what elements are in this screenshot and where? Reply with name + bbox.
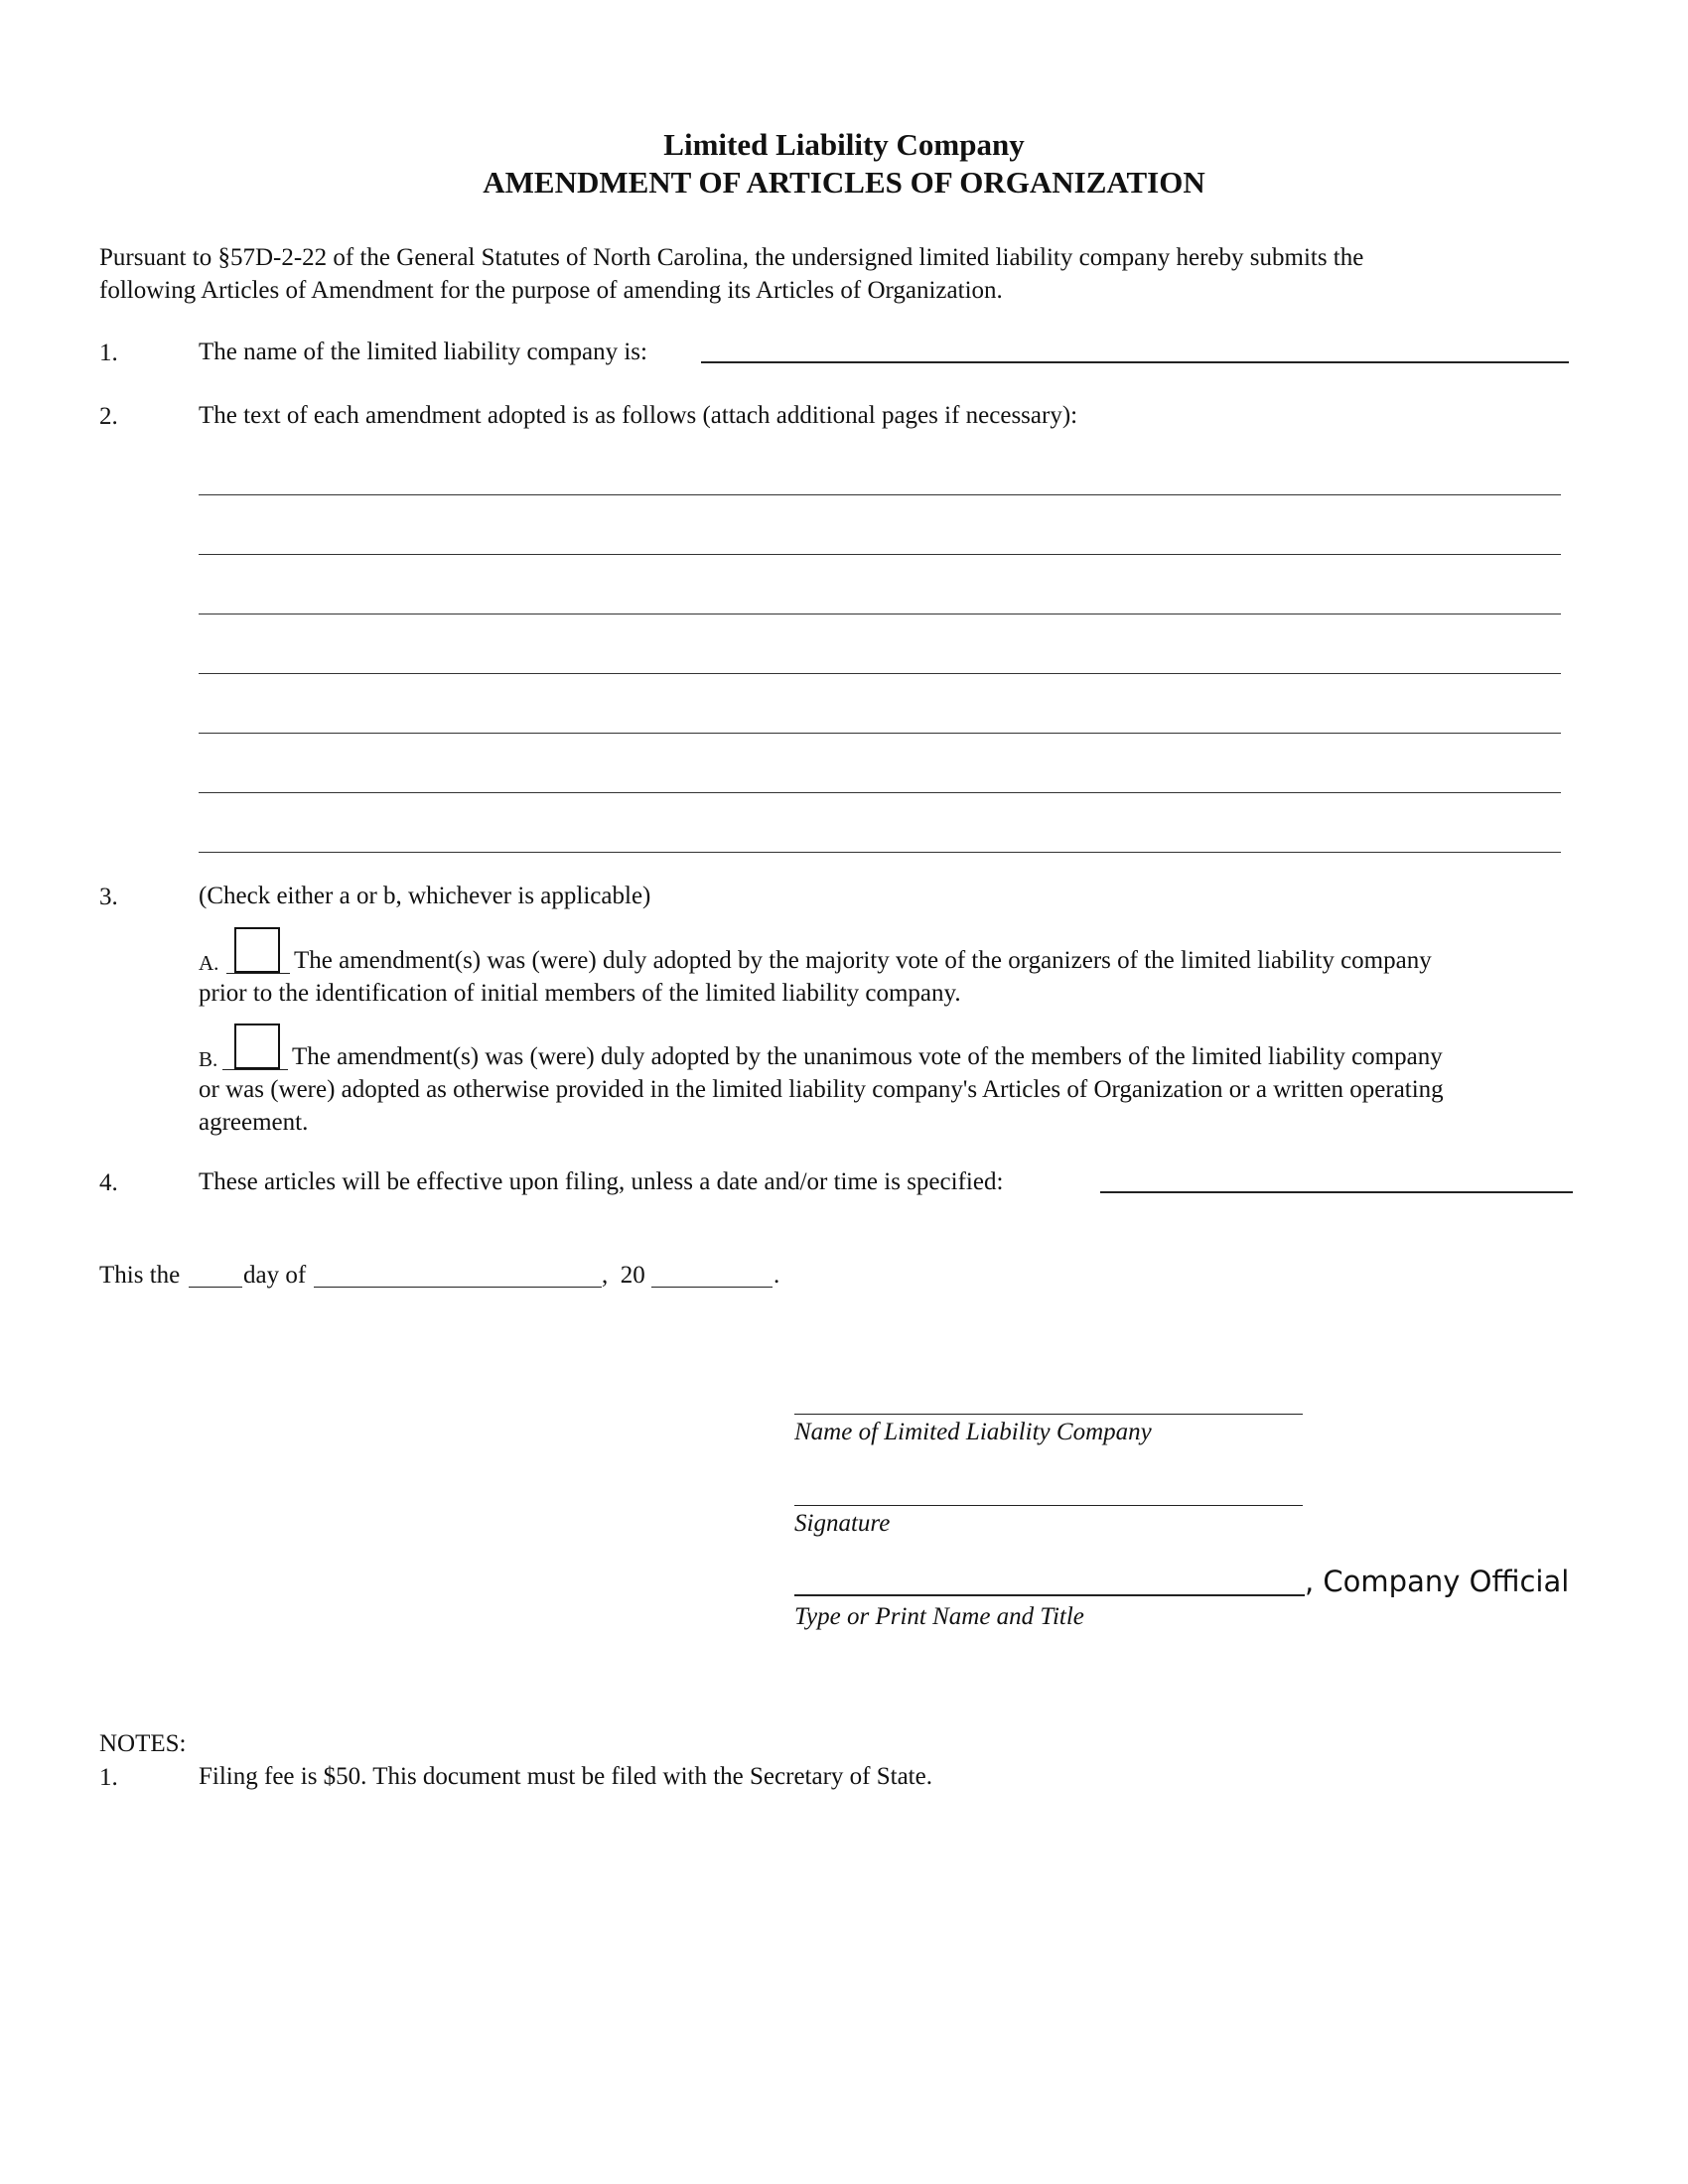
print-name-label: Type or Print Name and Title	[794, 1603, 1084, 1630]
year-field[interactable]	[651, 1287, 773, 1288]
llc-name-field[interactable]	[701, 361, 1569, 363]
effective-date-field[interactable]	[1100, 1191, 1573, 1193]
option-b-underline	[222, 1069, 288, 1070]
day-of-label: day of	[243, 1262, 307, 1289]
item4-text: These articles will be effective upon filing, unless a date and/or time is specified:	[199, 1168, 1004, 1195]
item4-number: 4.	[99, 1169, 118, 1196]
option-a-letter: A.	[199, 951, 219, 975]
amendment-text-line-4[interactable]	[199, 673, 1561, 674]
option-a-checkbox[interactable]	[234, 927, 280, 973]
date-period: .	[774, 1262, 780, 1289]
item3-text: (Check either a or b, whichever is applicable)	[199, 883, 651, 909]
amendment-text-line-5[interactable]	[199, 733, 1561, 734]
option-b-line1: The amendment(s) was (were) duly adopted by the unanimous vote of the members of the limited liability company	[292, 1043, 1443, 1070]
year-prefix-label: , 20	[602, 1262, 645, 1289]
item3-number: 3.	[99, 884, 118, 910]
item2-number: 2.	[99, 403, 118, 430]
item1-number: 1.	[99, 340, 118, 366]
item1-text: The name of the limited liability company is:	[199, 339, 647, 365]
month-field[interactable]	[314, 1287, 602, 1288]
this-the-label: This the	[99, 1262, 181, 1289]
option-b-line3: agreement.	[199, 1109, 309, 1136]
day-field[interactable]	[189, 1287, 242, 1288]
note1-number: 1.	[99, 1764, 118, 1791]
note1-text: Filing fee is $50. This document must be filed with the Secretary of State.	[199, 1763, 932, 1790]
option-a-underline	[226, 973, 290, 974]
form-title-line2: AMENDMENT OF ARTICLES OF ORGANIZATION	[483, 165, 1205, 200]
print-name-line[interactable]	[794, 1594, 1305, 1596]
signature-label: Signature	[794, 1510, 891, 1537]
form-title-line1: Limited Liability Company	[663, 127, 1025, 162]
amendment-text-line-7[interactable]	[199, 852, 1561, 853]
company-name-signature-line[interactable]	[794, 1414, 1303, 1415]
option-b-letter: B.	[199, 1047, 218, 1071]
option-a-line1: The amendment(s) was (were) duly adopted by the majority vote of the organizers of the limited liability company	[294, 947, 1432, 974]
item2-text: The text of each amendment adopted is as follows (attach additional pages if necessary):	[199, 402, 1078, 429]
option-a-line2: prior to the identification of initial members of the limited liability company.	[199, 980, 961, 1007]
option-b-checkbox[interactable]	[234, 1024, 280, 1069]
option-b-line2: or was (were) adopted as otherwise provided in the limited liability company's Articles of Organization or a written operating	[199, 1076, 1444, 1103]
notes-heading: NOTES:	[99, 1730, 187, 1757]
company-name-label: Name of Limited Liability Company	[794, 1419, 1152, 1445]
amendment-text-line-6[interactable]	[199, 792, 1561, 793]
amendment-text-line-2[interactable]	[199, 554, 1561, 555]
intro-line1: Pursuant to §57D-2-22 of the General Statutes of North Carolina, the undersigned limited liability company hereby submits the	[99, 244, 1364, 271]
company-official-suffix: , Company Official	[1305, 1565, 1570, 1598]
amendment-text-line-1[interactable]	[199, 494, 1561, 495]
intro-line2: following Articles of Amendment for the purpose of amending its Articles of Organization.	[99, 277, 1003, 304]
signature-line[interactable]	[794, 1505, 1303, 1506]
